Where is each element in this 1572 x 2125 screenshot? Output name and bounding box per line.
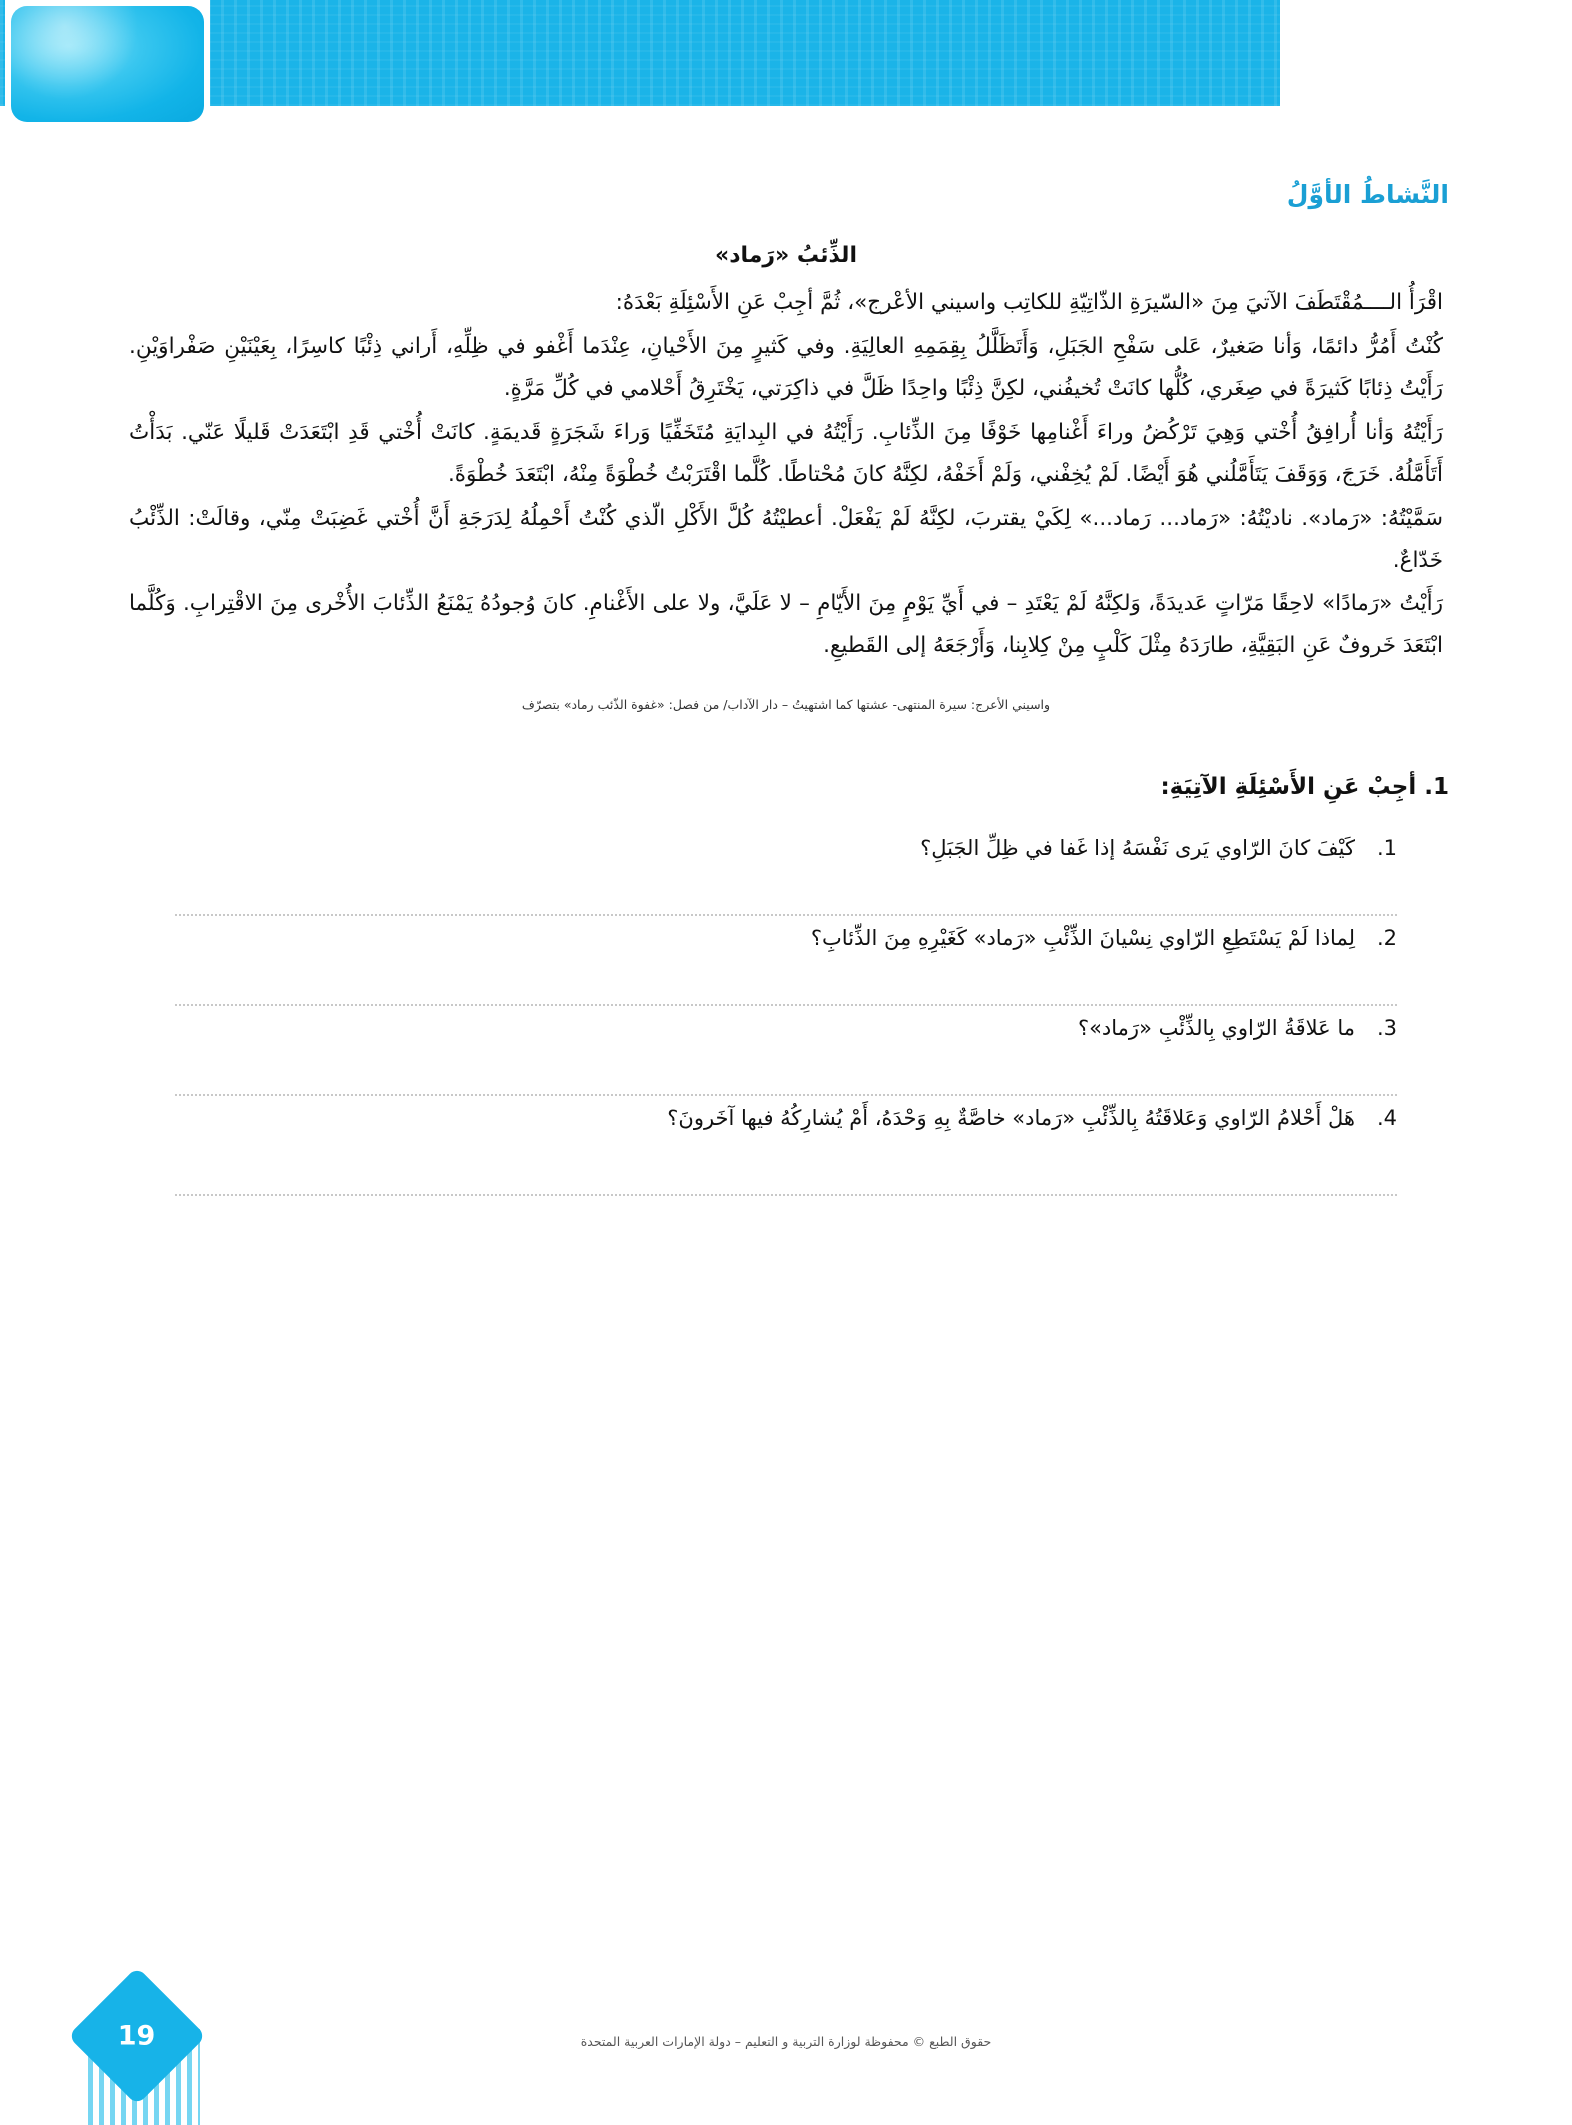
header-corner-tile-graphic <box>11 6 204 122</box>
question-block <box>115 1096 1457 1196</box>
question-number: 2. <box>1376 926 1397 951</box>
page-footer <box>0 1950 1572 2125</box>
page-content <box>0 150 1572 1196</box>
copyright-notice: حقوق الطبع © محفوظة لوزارة التربية و التعليم – دولة الإمارات العربية المتحدة <box>580 2034 992 2049</box>
passage-body <box>129 282 1443 667</box>
questions-heading: 1. أجِبْ عَنِ الأَسْئِلَةِ الآتِيَةِ: <box>1160 774 1449 801</box>
question-number: 4. <box>1376 1106 1397 1131</box>
passage-paragraph: كُنْتُ أَمُرُّ دائمًا، وَأنا صَغيرٌ، عَلى سَفْحِ الجَبَلِ، وَأَتَظَلَّلُ بِقِمَمِهِ العالِيَةِ. وفي كَثيرٍ مِنَ الأَحْيانِ، عِنْدَما أَغْفو في ظِلِّهِ، أَراني ذِئْبًا كاسِرًا، بِعَيْنَيْنِ صَفْراوَيْنِ. رَأَيْتُ ذِئابًا كَثيرَةً في صِغَري، كُلُّها كانَتْ تُخيفُني، لكِنَّ ذِئْبًا واحِدًا ظَلَّ في ذاكِرَتي، يَخْتَرِقُ أَحْلامي في كُلِّ مَرَّةٍ. <box>129 333 1443 401</box>
page-number: 19 <box>118 2020 156 2052</box>
question-text: هَلْ أَحْلامُ الرّاوي وَعَلاقَتُهُ بِالذِّئْبِ «رَماد» خاصَّةٌ بِهِ وَحْدَهُ، أَمْ يُشارِكُهُ فيها آخَرونَ؟ <box>667 1106 1355 1131</box>
page-header-band <box>0 0 1572 140</box>
header-corner-tile <box>5 0 210 128</box>
passage-paragraph: اقْرَأُ الــــمُقْتَطَفَ الآتيَ مِنَ «السّيرَةِ الذّاتِيّةِ للكاتِب واسيني الأعْرج»، ثُمَّ أجِبْ عَنِ الأَسْئِلَةِ بَعْدَهُ: <box>615 290 1443 315</box>
question-item <box>115 1096 1457 1160</box>
answer-line[interactable] <box>175 1194 1397 1196</box>
question-block <box>115 1006 1457 1096</box>
question-text: لِماذا لَمْ يَسْتَطِعِ الرّاوي نِسْيانَ الذِّئْبِ «رَماد» كَغَيْرِهِ مِنَ الذِّئابِ؟ <box>810 926 1355 951</box>
passage-paragraph: رَأَيْتُهُ وَأنا أُرافِقُ أُخْتي وَهِيَ تَرْكُضُ وراءَ أَغْنامِها خَوْفًا مِنَ الذِّئابِ. رَأَيْتُهُ في البِدايَةِ مُتَخَفِّيًا وَراءَ شَجَرَةٍ قَديمَةٍ. كانَتْ أُخْتي قَدِ ابْتَعَدَتْ قَليلًا عَنّي. بَدَأْتُ أَتَأَمَّلُهُ. خَرَجَ، وَوَقَفَ يَتَأَمَّلُني هُوَ أَيْضًا. لَمْ يُخِفْني، وَلَمْ أَخَفْهُ، لكِنَّهُ كانَ مُحْتاطًا. كُلَّما اقْتَرَبْتُ خُطْوَةً مِنْهُ، ابْتَعَدَ خُطْوَةً. <box>129 419 1443 487</box>
question-block <box>115 826 1457 916</box>
question-number: 1. <box>1376 836 1397 861</box>
passage-title: الذِّئبُ «رَماد» <box>715 243 857 268</box>
question-text: كَيْفَ كانَ الرّاوي يَرى نَفْسَهُ إذا غَفا في ظِلِّ الجَبَلِ؟ <box>920 836 1355 861</box>
passage-paragraph: رَأَيْتُ «رَمادًا» لاحِقًا مَرّاتٍ عَديدَةً، وَلكِنَّهُ لَمْ يَعْتَدِ – في أَيِّ يَوْمٍ مِنَ الأَيّامِ – لا عَلَيَّ، ولا على الأَغْنامِ. كانَ وُجودُهُ يَمْنَعُ الذِّئابَ الأُخْرى مِنَ الاقْتِرابِ. وَكُلَّما ابْتَعَدَ خَروفٌ عَنِ البَقِيَّةِ، طارَدَهُ مِثْلَ كَلْبٍ مِنْ كِلابِنا، وَأَرْجَعَهُ إلى القَطيعِ. <box>129 591 1443 659</box>
question-item <box>115 916 1457 980</box>
question-number: 3. <box>1376 1016 1397 1041</box>
question-item <box>115 1006 1457 1070</box>
question-block <box>115 916 1457 1006</box>
question-text: ما عَلاقَةُ الرّاوي بِالذِّئْبِ «رَماد»؟ <box>1077 1016 1355 1041</box>
questions-list <box>115 826 1457 1196</box>
passage-paragraph: سَمَّيْتُهُ: «رَماد». ناديْتُهُ: «رَماد... رَماد...» لِكَيْ يقتربَ، لكِنَّهُ لَمْ يَفْعَلْ. أعطيْتُهُ كُلَّ الأَكْلِ الّذي كُنْتُ أَحْمِلُهُ لِدَرَجَةِ أَنَّ أُخْتي غَضِبَتْ مِنّي، وقالَتْ: الذِّئْبُ خَدّاعٌ. <box>129 505 1443 573</box>
passage-source-note: واسيني الأعرج: سيرة المنتهى- عشتها كما اشتهيتُ – دار الآداب/ من فصل: «غفوة الذّئب رماد» بتصرّف <box>521 697 1051 713</box>
question-item <box>115 826 1457 890</box>
section-title: النَّشاطُ الأوَّلُ <box>1286 180 1449 209</box>
